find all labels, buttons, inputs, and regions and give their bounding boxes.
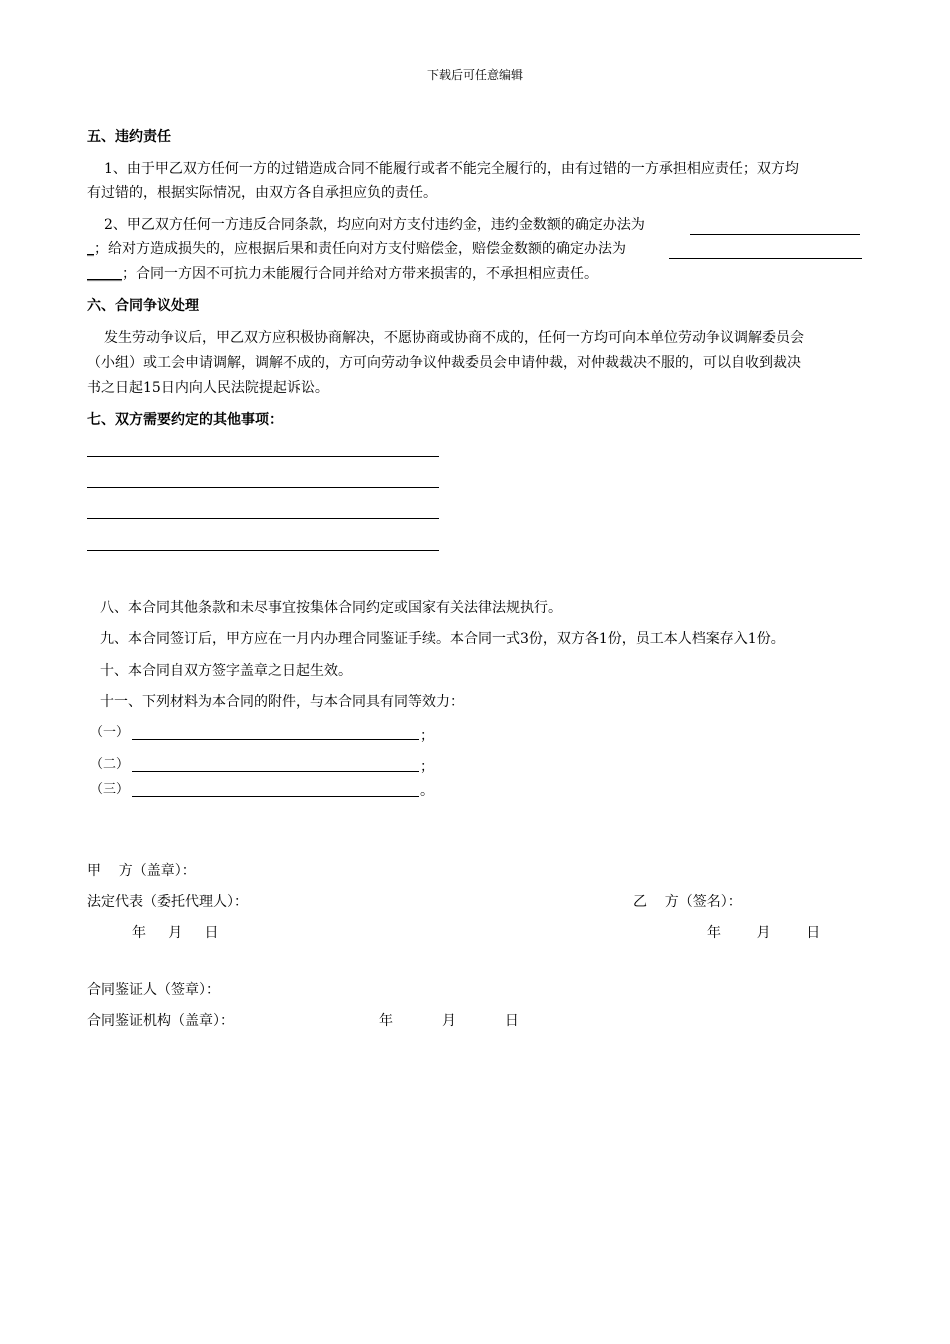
- section-5-p2-line2: ；给对方造成损失的，应根据后果和责任向对方支付赔偿金，赔偿金数额的确定办法为: [94, 241, 626, 257]
- section-6-line1: 发生劳动争议后，甲乙双方应积极协商解决，不愿协商或协商不成的，任何一方均可向本单位劳动争议调解委员会: [104, 330, 804, 346]
- clause-11: 十一、下列材料为本合同的附件，与本合同具有同等效力：: [100, 694, 464, 710]
- party-a-date: 年 月 日: [132, 925, 219, 941]
- clause-8: 八、本合同其他条款和未尽事宜按集体合同约定或国家有关法律法规执行。: [100, 600, 562, 616]
- section-5-p2-line1: 2、甲乙双方任何一方违反合同条款，均应向对方支付违约金，违约金数额的确定办法为: [104, 217, 645, 233]
- penalty-method-blank: [690, 234, 860, 235]
- party-a-seal: 甲 方（盖章）：: [87, 863, 196, 879]
- clause-10: 十、本合同自双方签字盖章之日起生效。: [100, 663, 352, 679]
- other-matters-line-1: [87, 456, 439, 457]
- attachment-3-blank: [132, 796, 419, 797]
- attachment-3-end: 。: [420, 783, 434, 799]
- page-header-note: 下载后可任意编辑: [426, 68, 523, 82]
- section-7-title: 七、双方需要约定的其他事项：: [87, 412, 283, 428]
- attachment-2-end: ；: [420, 759, 434, 775]
- clause-9: 九、本合同签订后，甲方应在一月内办理合同鉴证手续。本合同一式3份，双方各1份，员工本人档案存入1份。: [100, 631, 785, 647]
- section-5-title: 五、违约责任: [87, 129, 171, 145]
- witness-organization: 合同鉴证机构（盖章）：: [87, 1013, 234, 1029]
- section-5-p2-line3: ；合同一方因不可抗力未能履行合同并给对方带来损害的，不承担相应责任。: [122, 266, 598, 282]
- attachment-1-label: （一）: [90, 725, 130, 740]
- penalty-method-blank-end: _: [87, 241, 94, 257]
- legal-representative: 法定代表（委托代理人）：: [87, 894, 248, 910]
- party-b-signature: 乙 方（签名）：: [633, 894, 742, 910]
- compensation-method-blank: [669, 258, 862, 259]
- contract-witness: 合同鉴证人（签章）：: [87, 982, 220, 998]
- party-b-date: 年 月 日: [707, 925, 821, 941]
- attachment-2-label: （二）: [90, 757, 130, 772]
- attachment-2-blank: [132, 771, 419, 772]
- other-matters-line-2: [87, 487, 439, 488]
- section-6-line2: （小组）或工会申请调解，调解不成的，方可向劳动争议仲裁委员会申请仲裁，对仲裁裁决不服的，可以自收到裁决: [87, 355, 801, 371]
- witness-date: 年 月 日: [379, 1013, 519, 1029]
- section-6-line3: 书之日起15日内向人民法院提起诉讼。: [87, 380, 329, 396]
- attachment-1-end: ；: [420, 728, 434, 744]
- section-5-p1-line1: 1、由于甲乙双方任何一方的过错造成合同不能履行或者不能完全履行的，由有过错的一方承担相应责任；双方均: [104, 161, 799, 177]
- section-6-title: 六、合同争议处理: [87, 298, 199, 314]
- other-matters-line-4: [87, 550, 439, 551]
- attachment-3-label: （三）: [90, 782, 130, 797]
- section-5-p1-line2: 有过错的，根据实际情况，由双方各自承担应负的责任。: [87, 185, 437, 201]
- other-matters-line-3: [87, 518, 439, 519]
- compensation-method-blank-end: _____: [87, 266, 122, 282]
- attachment-1-blank: [132, 739, 419, 740]
